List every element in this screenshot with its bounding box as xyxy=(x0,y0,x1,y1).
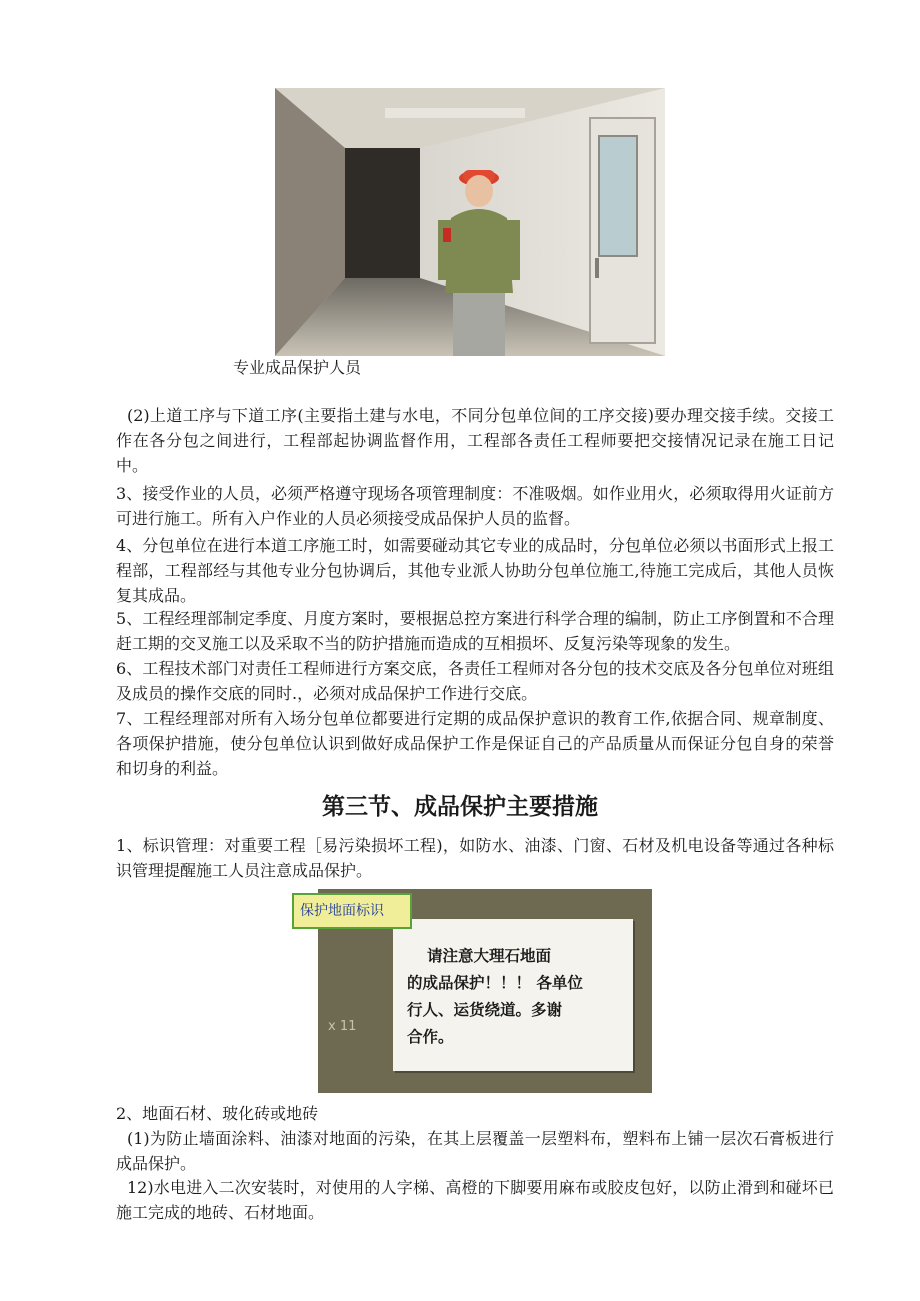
corridor-illustration xyxy=(275,88,665,356)
sign-line-1: 请注意大理石地面 xyxy=(427,947,552,965)
paragraph-4: 4、分包单位在进行本道工序施工时，如需要碰动其它专业的成品时，分包单位必须以书面形式上报工程部，工程部经与其他专业分包协调后，其他专业派人协助分包单位施工,待施工完成后，其他人员恢复其成品。 xyxy=(116,536,834,605)
paragraph-7: 7、工程经理部对所有入场分包单位都要进行定期的成品保护意识的教育工作,依据合同、规章制度、各项保护措施，使分包单位认识到做好成品保护工作是保证自己的产品质量从而保证分包自身的荣誉和切身的利益。 xyxy=(116,709,834,778)
notice-sign xyxy=(393,919,633,1071)
paragraph-floor-stone: 2、地面石材、玻化砖或地砖 xyxy=(116,1104,319,1123)
sign-line-2: 的成品保护！！！ 各单位 xyxy=(407,974,583,992)
paragraph-floor-1: (1)为防止墙面涂料、油漆对地面的污染，在其上层覆盖一层塑料布，塑料布上铺一层次石膏板进行成品保护。 xyxy=(116,1129,834,1173)
protection-staff-photo xyxy=(275,88,665,356)
paragraph-floor-2: 12)水电进入二次安装时，对使用的人字梯、高橙的下脚要用麻布或胶皮包好，以防止滑到和碰坏已施工完成的地砖、石材地面。 xyxy=(116,1178,834,1222)
wall-mark: x 11 xyxy=(328,1019,357,1034)
sign-line-4: 合作。 xyxy=(407,1028,454,1046)
photo-caption: 专业成品保护人员 xyxy=(233,358,362,377)
callout-label: 保护地面标识 xyxy=(292,893,412,929)
paragraph-6: 6、工程技术部门对责任工程师进行方案交底，各责任工程师对各分包的技术交底及各分包单位对班组及成员的操作交底的同时.，必须对成品保护工作进行交底。 xyxy=(116,659,834,703)
paragraph-5: 5、工程经理部制定季度、月度方案时，要根据总控方案进行科学合理的编制，防止工序倒置和不合理赶工期的交叉施工以及采取不当的防护措施而造成的互相损坏、反复污染等现象的发生。 xyxy=(116,609,834,653)
paragraph-handover: (2)上道工序与下道工序(主要指土建与水电，不同分包单位间的工序交接)要办理交接手续。交接工作在各分包之间进行，工程部起协调监督作用，工程部各责任工程师要把交接情况记录在施工日记中。 xyxy=(116,406,834,475)
paragraph-marking-management: 1、标识管理：对重要工程［易污染损坏工程)，如防水、油漆、门窗、石材及机电设备等通过各种标识管理提醒施工人员注意成品保护。 xyxy=(116,836,834,880)
section-heading: 第三节、成品保护主要措施 xyxy=(322,794,598,820)
paragraph-3: 3、接受作业的人员，必须严格遵守现场各项管理制度：不准吸烟。如作业用火，必须取得用火证前方可进行施工。所有入户作业的人员必须接受成品保护人员的监督。 xyxy=(116,484,834,528)
sign-line-3: 行人、运货绕道。多谢 xyxy=(407,1001,563,1019)
